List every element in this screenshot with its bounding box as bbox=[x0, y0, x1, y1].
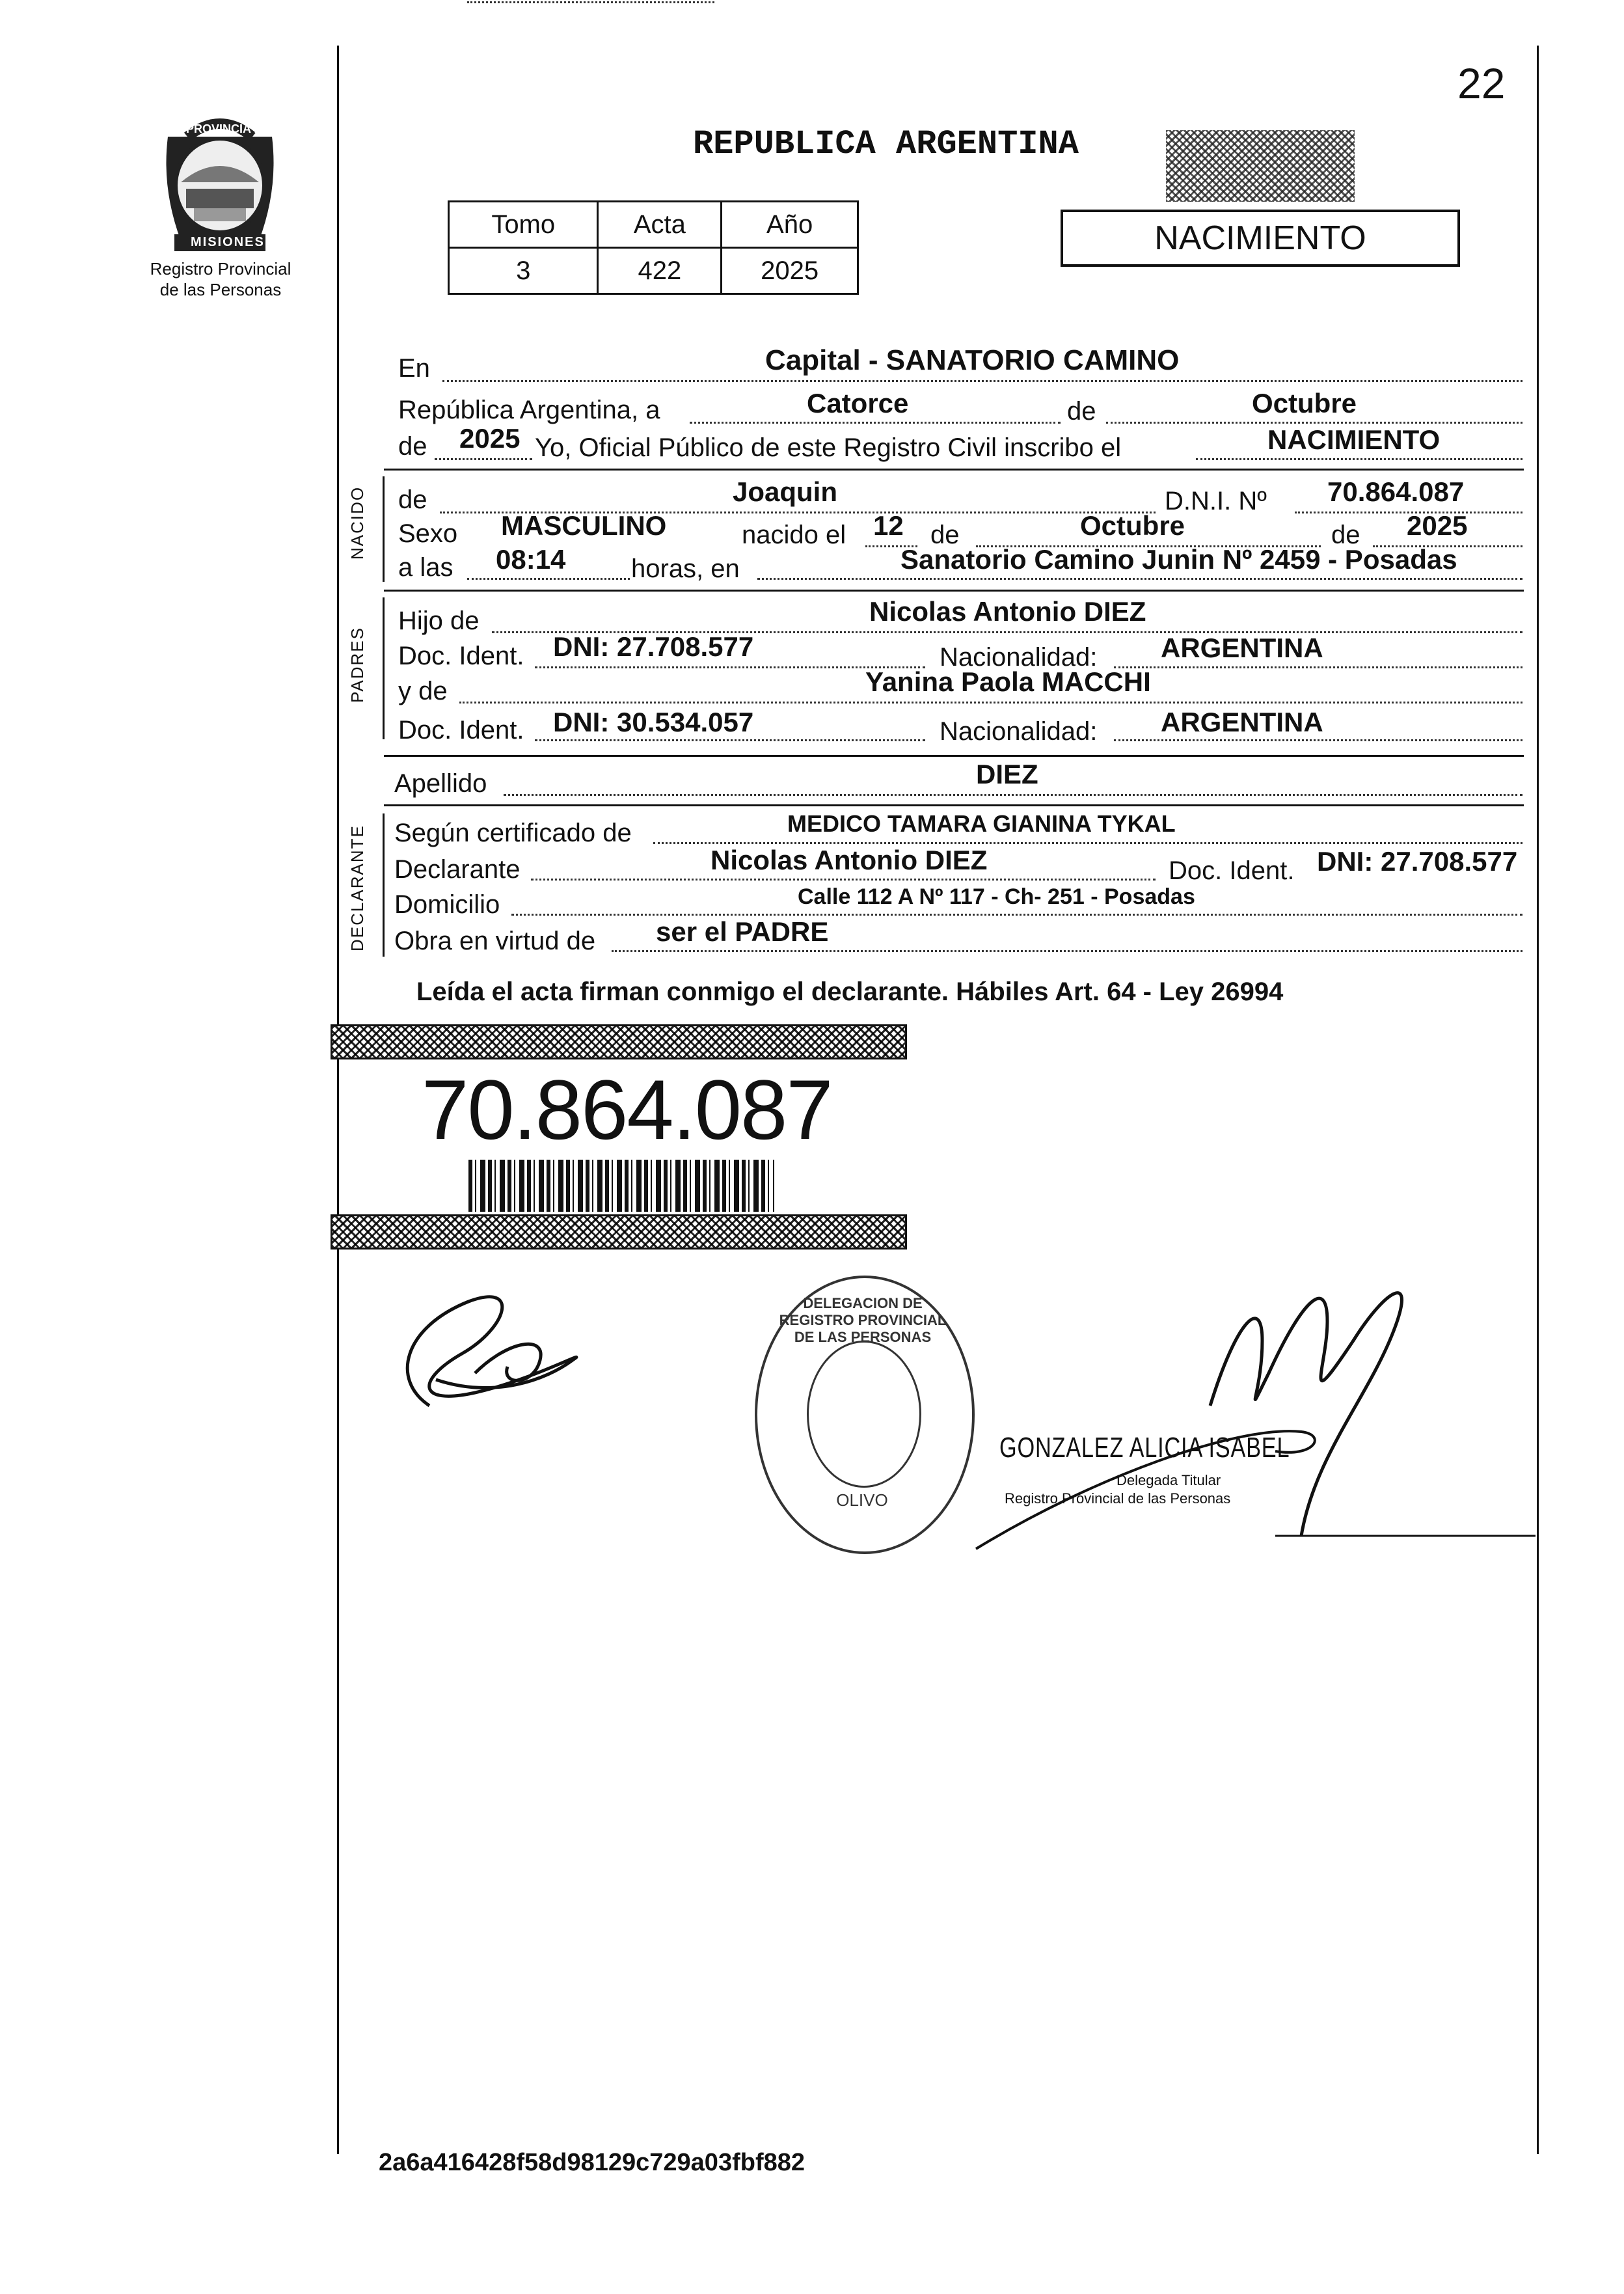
security-band-bottom bbox=[331, 1214, 907, 1249]
stamp-ring-text: DELEGACION DE REGISTRO PROVINCIAL DE LAS PERSONAS bbox=[779, 1295, 947, 1345]
logo-arc-text: PROVINCIA DE bbox=[186, 122, 271, 135]
section-bar-nacido bbox=[383, 476, 385, 582]
dot-line bbox=[467, 577, 630, 580]
declarante-signature-icon bbox=[377, 1276, 625, 1419]
barcode-icon bbox=[468, 1160, 774, 1212]
registry-header-acta: Acta bbox=[598, 202, 722, 248]
dot-line bbox=[435, 457, 532, 460]
barcode-number: 70.864.087 bbox=[422, 1062, 832, 1157]
declarante-doc-label: Doc. Ident. bbox=[1169, 856, 1295, 885]
closing-text: Leída el acta firman conmigo el declarante. Hábiles Art. 64 - Ley 26994 bbox=[416, 977, 1284, 1006]
padre-nac-label: Nacionalidad: bbox=[940, 643, 1098, 672]
dni-label: D.N.I. Nº bbox=[1165, 487, 1267, 515]
dot-line bbox=[690, 420, 1061, 424]
madre-doc-label: Doc. Ident. bbox=[398, 716, 524, 744]
padre-nombre: Nicolas Antonio DIEZ bbox=[869, 596, 1146, 627]
domicilio-label: Domicilio bbox=[394, 890, 500, 919]
en-label: En bbox=[398, 354, 430, 383]
intro-inscripcion: NACIMIENTO bbox=[1267, 424, 1441, 455]
domicilio-value: Calle 112 A Nº 117 - Ch- 251 - Posadas bbox=[798, 884, 1195, 909]
registry-header-tomo: Tomo bbox=[449, 202, 598, 248]
section-divider bbox=[384, 755, 1524, 757]
registry-header-anio: Año bbox=[722, 202, 858, 248]
official-org: Registro Provincial de las Personas bbox=[1005, 1490, 1231, 1507]
declarante-nombre: Nicolas Antonio DIEZ bbox=[710, 845, 988, 875]
section-bar-declarante bbox=[383, 813, 385, 957]
madre-doc: DNI: 30.534.057 bbox=[553, 707, 754, 737]
nacido-sexo: MASCULINO bbox=[501, 510, 667, 541]
province-logo bbox=[155, 111, 285, 260]
section-divider bbox=[384, 469, 1524, 471]
dot-line bbox=[1114, 665, 1522, 668]
logo-bottom-text: MISIONES bbox=[191, 235, 265, 249]
obra-value: ser el PADRE bbox=[656, 916, 829, 947]
stamp-inner-ring bbox=[807, 1341, 921, 1488]
country-title: REPUBLICA ARGENTINA bbox=[693, 125, 1079, 163]
section-divider bbox=[384, 804, 1524, 806]
nacido-de-label-3: de bbox=[1331, 521, 1360, 549]
dot-line bbox=[531, 877, 1156, 881]
madre-nombre: Yanina Paola MACCHI bbox=[865, 666, 1151, 697]
logo-caption-2: de las Personas bbox=[159, 280, 282, 299]
dot-line bbox=[467, 0, 714, 3]
registry-table-values bbox=[449, 248, 858, 294]
side-label-nacido: NACIDO bbox=[347, 485, 367, 560]
side-label-declarante: DECLARANTE bbox=[347, 825, 367, 951]
dot-line bbox=[612, 949, 1522, 952]
intro-mes: Octubre bbox=[1252, 388, 1357, 418]
dot-line bbox=[653, 841, 1522, 844]
sexo-label: Sexo bbox=[398, 519, 458, 548]
act-type-box bbox=[1061, 210, 1460, 267]
logo-caption-1: Registro Provincial bbox=[150, 259, 291, 279]
madre-nac-label: Nacionalidad: bbox=[940, 717, 1098, 746]
obra-label: Obra en virtud de bbox=[394, 927, 596, 955]
nacido-de-label-2: de bbox=[930, 521, 960, 549]
left-margin-line bbox=[337, 46, 339, 2154]
official-name: GONZALEZ ALICIA ISABEL bbox=[999, 1432, 1290, 1464]
stamp-center-text: OLIVO bbox=[836, 1490, 888, 1510]
dot-line bbox=[511, 912, 1522, 916]
act-type: NACIMIENTO bbox=[1154, 219, 1366, 257]
nacido-anio: 2025 bbox=[1407, 510, 1468, 541]
registry-table bbox=[448, 200, 859, 295]
certificado-label: Según certificado de bbox=[394, 819, 632, 847]
intro-de-label: de bbox=[1067, 397, 1096, 426]
padre-doc-label: Doc. Ident. bbox=[398, 642, 524, 670]
section-bar-padres bbox=[383, 597, 385, 739]
oficial-text: Yo, Oficial Público de este Registro Civil inscribo el bbox=[535, 433, 1122, 462]
hijo-de-label: Hijo de bbox=[398, 607, 480, 635]
nacido-dia: 12 bbox=[873, 510, 904, 541]
side-label-padres: PADRES bbox=[347, 627, 367, 703]
nacido-el-label: nacido el bbox=[742, 521, 846, 549]
apellido-value: DIEZ bbox=[976, 759, 1038, 789]
y-de-label: y de bbox=[398, 677, 448, 705]
document-hash: 2a6a416428f58d98129c729a03fbf882 bbox=[379, 2149, 805, 2176]
section-divider bbox=[384, 590, 1524, 592]
certificado-value: MEDICO TAMARA GIANINA TYKAL bbox=[787, 810, 1176, 837]
nacido-mes: Octubre bbox=[1080, 510, 1185, 541]
registry-value-tomo: 3 bbox=[449, 248, 598, 294]
registry-table-header bbox=[449, 202, 858, 248]
registry-value-acta: 422 bbox=[598, 248, 722, 294]
nacido-lugar: Sanatorio Camino Junin Nº 2459 - Posadas bbox=[900, 544, 1457, 575]
dot-line bbox=[1114, 738, 1522, 741]
a-las-label: a las bbox=[398, 553, 453, 582]
intro-lugar: Capital - SANATORIO CAMINO bbox=[765, 344, 1180, 376]
dot-line bbox=[442, 379, 1522, 382]
dot-line bbox=[757, 577, 1522, 580]
security-band-top bbox=[331, 1024, 907, 1059]
intro-dia: Catorce bbox=[807, 388, 909, 418]
right-margin-line bbox=[1537, 46, 1539, 2154]
declarante-doc: DNI: 27.708.577 bbox=[1317, 846, 1518, 877]
dot-line bbox=[1196, 457, 1522, 460]
anio-prefix-label: de bbox=[398, 432, 427, 461]
dot-line bbox=[1106, 420, 1522, 424]
madre-nac: ARGENTINA bbox=[1161, 707, 1323, 737]
security-pattern bbox=[1166, 130, 1355, 202]
republica-label: República Argentina, a bbox=[398, 396, 660, 424]
nacido-de-label: de bbox=[398, 485, 427, 514]
dot-line bbox=[504, 793, 1522, 796]
declarante-label: Declarante bbox=[394, 855, 521, 884]
padre-nac: ARGENTINA bbox=[1161, 633, 1323, 663]
intro-anio: 2025 bbox=[459, 423, 521, 454]
apellido-label: Apellido bbox=[394, 769, 487, 798]
page-number: 22 bbox=[1457, 59, 1506, 107]
padre-doc: DNI: 27.708.577 bbox=[553, 631, 754, 662]
dot-line bbox=[459, 700, 1522, 703]
registry-value-anio: 2025 bbox=[722, 248, 858, 294]
nacido-nombre: Joaquin bbox=[733, 476, 838, 507]
nacido-hora: 08:14 bbox=[496, 544, 566, 575]
official-title: Delegada Titular bbox=[1116, 1472, 1221, 1488]
dot-line bbox=[535, 738, 925, 741]
horas-en-label: horas, en bbox=[631, 554, 740, 583]
official-signature-icon bbox=[963, 1263, 1549, 1562]
nacido-dni: 70.864.087 bbox=[1327, 476, 1465, 507]
